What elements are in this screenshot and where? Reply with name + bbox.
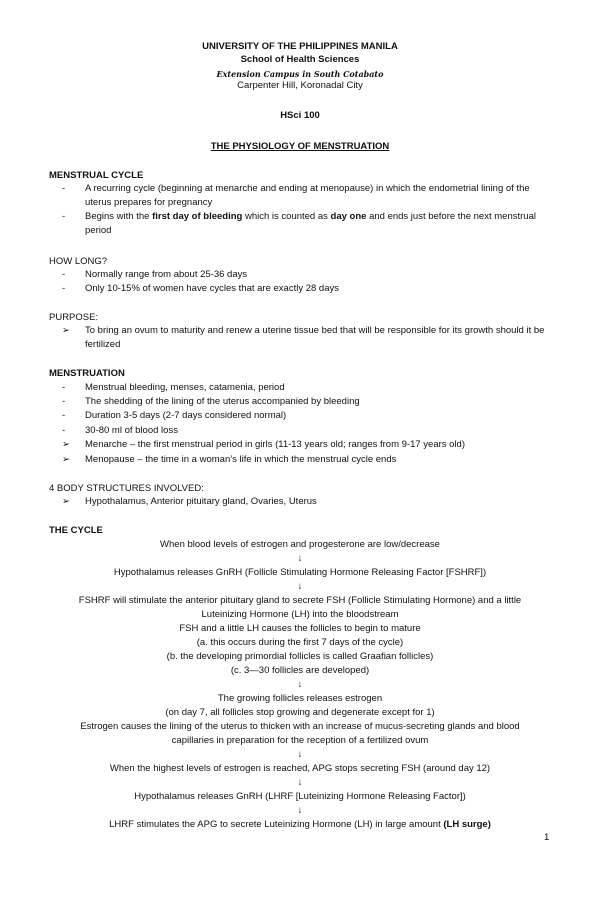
cycle-step: Hypothalamus releases GnRH (Follicle Stimulating Hormone Releasing Factor [FSHRF]) xyxy=(113,567,487,578)
cycle-step: (c. 3—30 follicles are developed) xyxy=(230,665,370,676)
list-item: - Duration 3-5 days (2-7 days considered normal) xyxy=(62,410,287,421)
course-code: HSci 100 xyxy=(280,110,320,121)
down-arrow-icon: ↓ xyxy=(297,679,303,690)
down-arrow-icon: ↓ xyxy=(297,805,303,816)
cycle-step: (a. this occurs during the first 7 days of the cycle) xyxy=(196,637,404,648)
down-arrow-icon: ↓ xyxy=(297,749,303,760)
cycle-step: capillaries in preparation for the reception of a fertilized ovum xyxy=(171,735,429,746)
section-how-long: HOW LONG? xyxy=(49,256,108,267)
cycle-step: (b. the developing primordial follicles is called Graafian follicles) xyxy=(166,651,434,662)
campus-name: Extension Campus in South Cotabato xyxy=(216,69,384,79)
list-item: - Begins with the first day of bleeding which is counted as day one and ends just before the next menstrual period xyxy=(62,211,536,236)
list-item: - A recurring cycle (beginning at menarche and ending at menopause) in which the endometrial lining of the uterus prepares for pregnancy xyxy=(62,183,530,208)
cycle-step: LHRF stimulates the APG to secrete Luteinizing Hormone (LH) in large amount (LH surge) xyxy=(109,819,491,830)
list-item: - Menstrual bleeding, menses, catamenia, period xyxy=(62,382,285,393)
list-item: ➢ To bring an ovum to maturity and renew a uterine tissue bed that will be responsible for its growth should it be fertilized xyxy=(62,325,545,350)
cycle-step: The growing follicles releases estrogen xyxy=(217,693,383,704)
cycle-flowchart xyxy=(30,538,570,832)
document-title: THE PHYSIOLOGY OF MENSTRUATION xyxy=(210,141,390,152)
school-name: School of Health Sciences xyxy=(240,54,360,65)
list-item: - 30-80 ml of blood loss xyxy=(62,425,178,436)
section-menstrual-cycle: MENSTRUAL CYCLE xyxy=(49,170,144,181)
cycle-step: Hypothalamus releases GnRH (LHRF [Luteinizing Hormone Releasing Factor]) xyxy=(134,791,466,802)
section-menstruation: MENSTRUATION xyxy=(49,368,125,379)
down-arrow-icon: ↓ xyxy=(297,777,303,788)
section-purpose: PURPOSE: xyxy=(49,312,99,323)
cycle-step: FSH and a little LH causes the follicles to begin to mature xyxy=(179,623,421,634)
down-arrow-icon: ↓ xyxy=(297,581,303,592)
page-number: 1 xyxy=(544,832,550,843)
university-name: UNIVERSITY OF THE PHILIPPINES MANILA xyxy=(202,41,398,52)
section-body-structures: 4 BODY STRUCTURES INVOLVED: xyxy=(49,483,204,494)
cycle-step: When blood levels of estrogen and progesterone are low/decrease xyxy=(160,539,440,550)
list-item: ➢ Menarche – the first menstrual period in girls (11-13 years old; ranges from 9-17 years old) xyxy=(62,439,465,450)
list-item: - Normally range from about 25-36 days xyxy=(62,269,248,280)
cycle-step: Estrogen causes the lining of the uterus to thicken with an increase of mucus-secreting glands and blood xyxy=(80,721,520,732)
cycle-step: FSHRF will stimulate the anterior pituitary gland to secrete FSH (Follicle Stimulating Hormone) and a little xyxy=(78,595,522,606)
down-arrow-icon: ↓ xyxy=(297,553,303,564)
list-item: - Only 10-15% of women have cycles that are exactly 28 days xyxy=(62,283,339,294)
list-item: ➢ Hypothalamus, Anterior pituitary gland, Ovaries, Uterus xyxy=(62,496,317,507)
list-item: ➢ Menopause – the time in a woman’s life in which the menstrual cycle ends xyxy=(62,454,397,465)
cycle-step: Luteinizing Hormone (LH) into the bloodstream xyxy=(201,609,399,620)
section-the-cycle: THE CYCLE xyxy=(49,525,103,536)
address: Carpenter Hill, Koronadal City xyxy=(237,80,363,91)
cycle-step: When the highest levels of estrogen is reached, APG stops secreting FSH (around day 12) xyxy=(109,763,491,774)
cycle-step: (on day 7, all follicles stop growing and degenerate except for 1) xyxy=(165,707,435,718)
list-item: - The shedding of the lining of the uterus accompanied by bleeding xyxy=(62,396,360,407)
